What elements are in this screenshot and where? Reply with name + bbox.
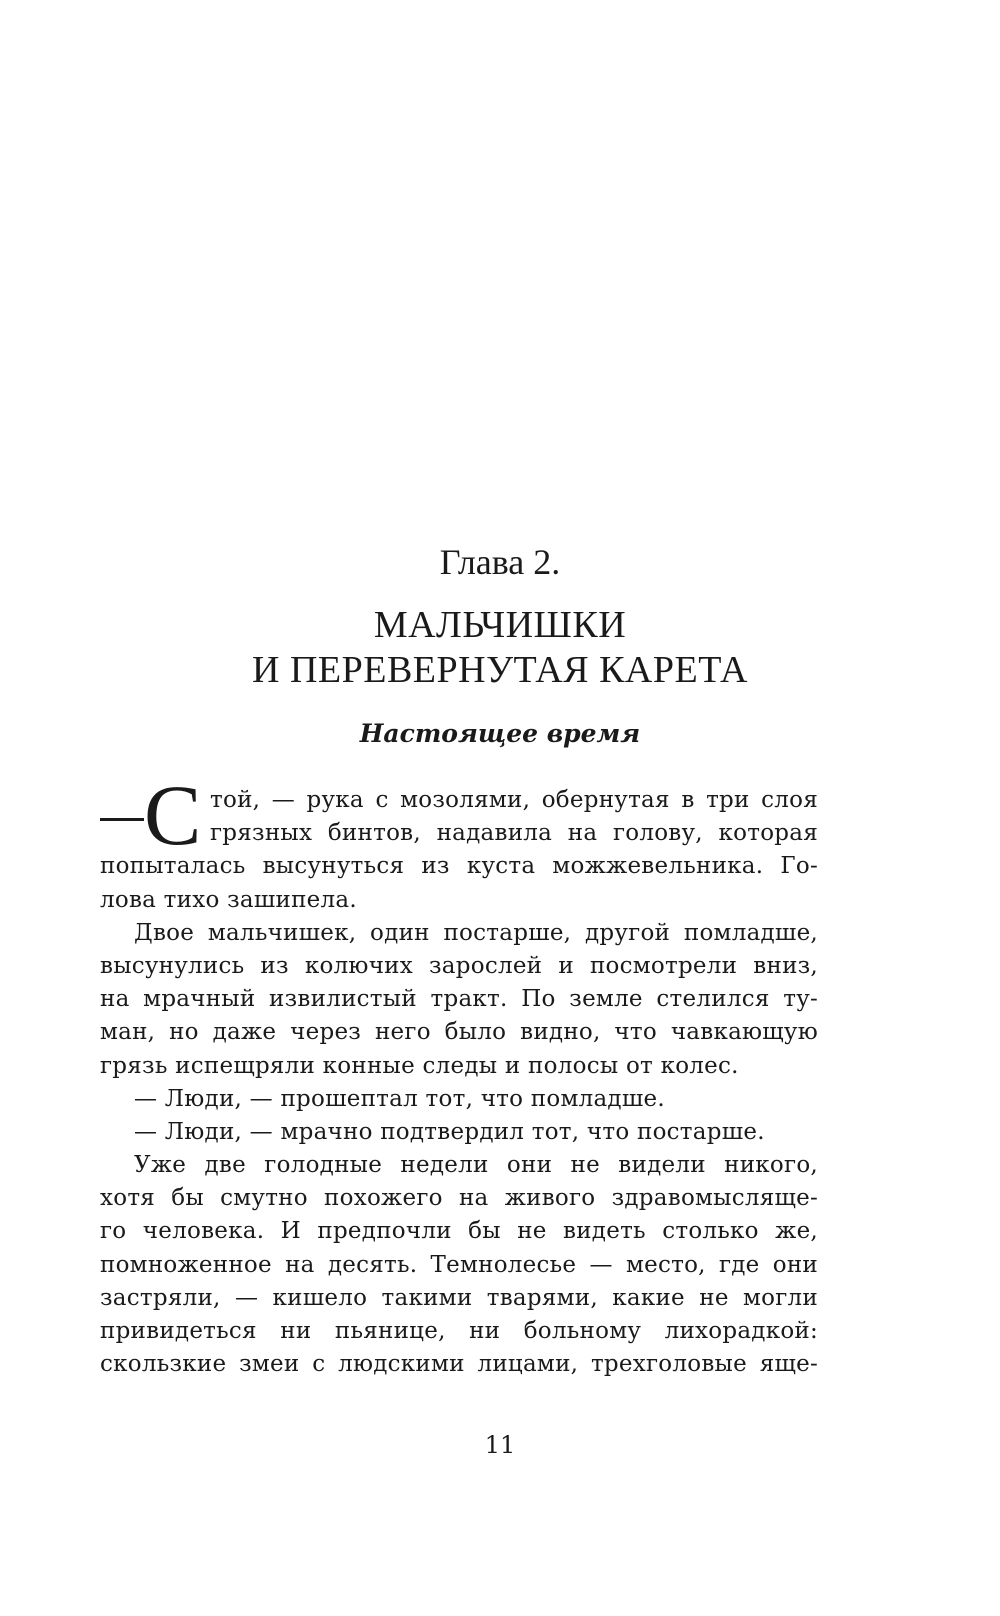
text-line: грязь испещряли конные следы и полосы от колес. [100, 1052, 739, 1079]
drop-cap-letter: С [144, 767, 202, 863]
chapter-title-line-2: И ПЕРЕВЕРНУТАЯ КАРЕТА [252, 649, 748, 691]
text-line: застряли, — кишело такими тварями, какие не могли [100, 1284, 818, 1311]
text-line: — Люди, — мрачно подтвердил тот, что постарше. [134, 1118, 765, 1145]
text-line: го человека. И предпочли бы не видеть столько же, [100, 1218, 818, 1245]
text-line: помноженное на десять. Темнолесье — место, где они [100, 1251, 818, 1278]
page-number: 11 [484, 1431, 516, 1459]
text-line: попыталась высунуться из куста можжевельника. Го- [100, 853, 818, 880]
text-line: — Люди, — прошептал тот, что помладше. [134, 1085, 665, 1112]
chapter-title-line-1: МАЛЬЧИШКИ [373, 604, 627, 646]
chapter-number: Глава 2. [439, 542, 561, 582]
text-line: привидеться ни пьянице, ни больному лихорадкой: [100, 1318, 818, 1344]
text-line: той, — рука с мозолями, обернутая в три слоя [210, 787, 818, 813]
drop-cap [100, 767, 208, 863]
chapter-subtitle: Настоящее время [359, 719, 641, 748]
text-line: ман, но даже через него было видно, что чавкающую [100, 1019, 818, 1046]
drop-cap-dash [100, 818, 144, 821]
text-line: на мрачный извилистый тракт. По земле стелился ту- [100, 986, 818, 1013]
text-line: скользкие змеи с людскими лицами, трехголовые яще- [100, 1351, 818, 1378]
text-line: высунулись из колючих зарослей и посмотрели вниз, [100, 952, 818, 979]
chapter-title [0, 603, 1000, 693]
text-line: грязных бинтов, надавила на голову, которая [210, 820, 818, 847]
text-line: хотя бы смутно похожего на живого здравомыслящe- [100, 1185, 818, 1212]
text-line: Двое мальчишек, один постарше, другой помладше, [134, 919, 818, 946]
body-text [100, 767, 818, 1381]
text-line: Уже две голодные недели они не видели никого, [134, 1152, 818, 1179]
text-line: лова тихо зашипела. [100, 886, 357, 913]
